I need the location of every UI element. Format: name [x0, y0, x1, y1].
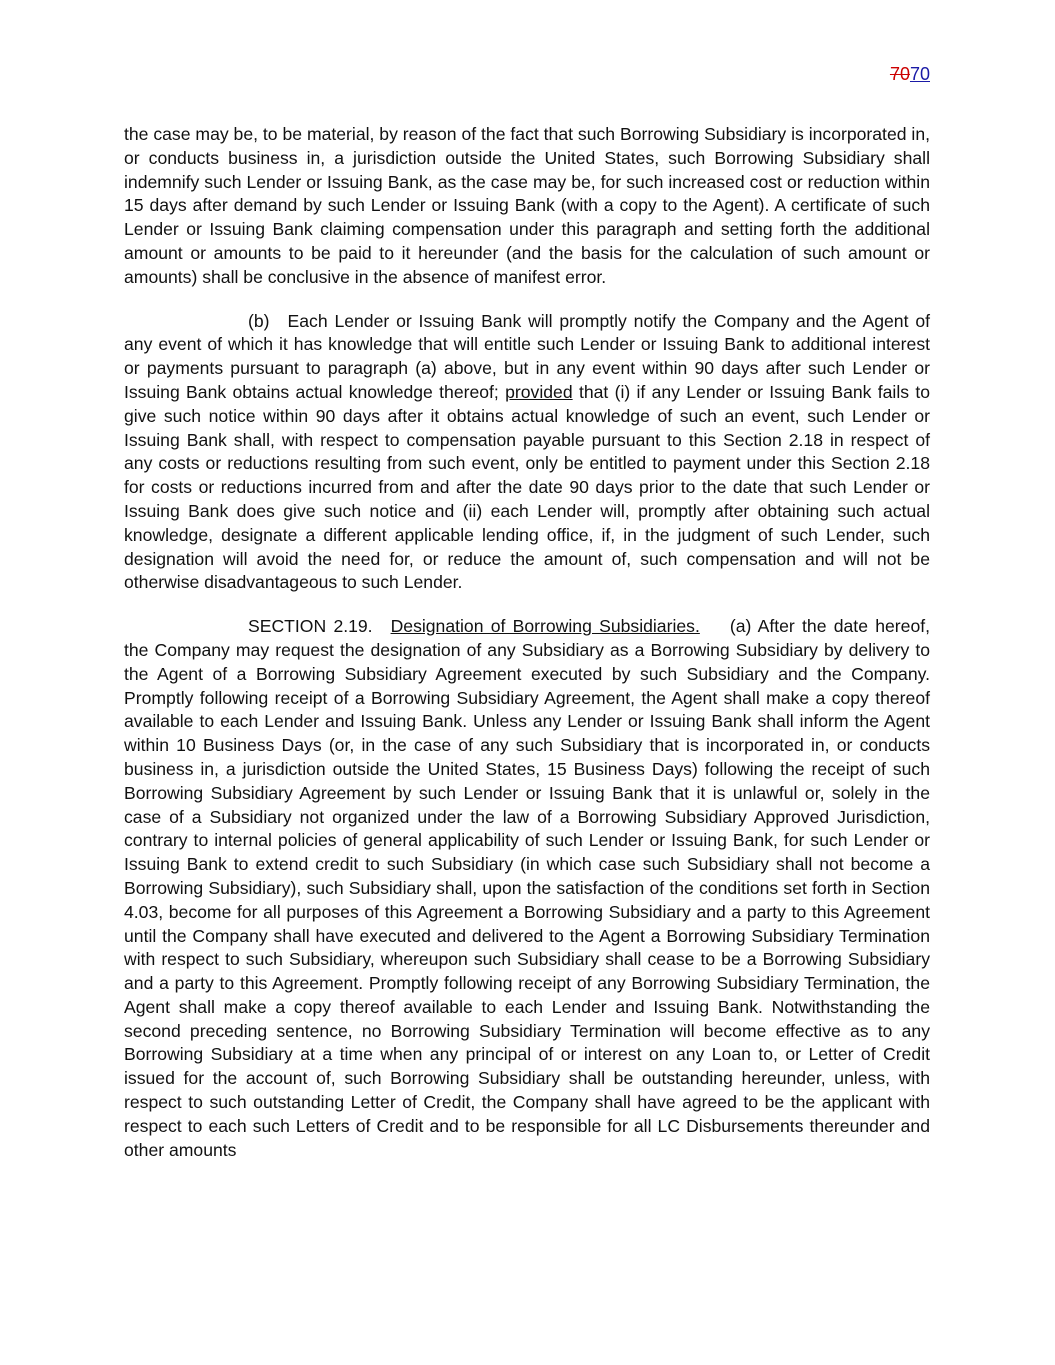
paragraph-continuation	[124, 123, 930, 290]
page-number	[890, 63, 930, 85]
document-body	[124, 123, 930, 1162]
provided-term: provided	[505, 381, 573, 402]
section-text: After the date hereof, the Company may request the designation of any Subsidiary as a Borrowing Subsidiary by delivery to the Agent of a Borrowing Subsidiary Agreement executed by such Subsidiary and the Company. Promptly following receipt of a Borrowing Subsidiary Agreement, the Agent shall make a copy thereof available to each Lender and Issuing Bank. Unless any Lender or Issuing Bank shall inform the Agent within 10 Business Days (or, in the case of any such Subsidiary that is incorporated in, or conducts business in, a jurisdiction outside the United States, 15 Business Days) following the receipt of such Borrowing Subsidiary Agreement by such Lender or Issuing Bank that it is unlawful or, solely in the case of a Subsidiary not organized under the law of a Borrowing Subsidiary Approved Jurisdiction, contrary to internal policies of general applicability of such Lender or Issuing Bank, for such Lender or Issuing Bank to extend credit to such Subsidiary (in which case such Subsidiary shall not become a Borrowing Subsidiary), such Subsidiary shall, upon the satisfaction of the conditions set forth in Section 4.03, become for all purposes of this Agreement a Borrowing Subsidiary and a party to this Agreement until the Company shall have executed and delivered to the Agent a Borrowing Subsidiary Termination with respect to such Subsidiary, whereupon such Subsidiary shall cease to be a Borrowing Subsidiary and a party to this Agreement. Promptly following receipt of any Borrowing Subsidiary Termination, the Agent shall make a copy thereof available to each Lender and Issuing Bank. Notwithstanding the second preceding sentence, no Borrowing Subsidiary Termination will become effective as to any Borrowing Subsidiary at a time when any principal of or interest on any Loan to, or Letter of Credit issued for the account of, such Borrowing Subsidiary shall be outstanding hereunder, unless, with respect to such outstanding Letter of Credit, the Company shall have agreed to be the applicant with respect to each such Letters of Credit and to be responsible for all LC Disbursements thereunder and other amounts	[124, 616, 931, 1160]
section-2-19	[124, 615, 930, 1162]
paragraph-continuation-text: the case may be, to be material, by reason of the fact that such Borrowing Subsidiary is incorporated in, or conducts business in, a jurisdiction outside the United States, such Borrowing Subsidiary shall indemnify such Lender or Issuing Bank, as the case may be, for such increased cost or reduction within 15 days after demand by such Lender or Issuing Bank (with a copy to the Agent). A certificate of such Lender or Issuing Bank claiming compensation under this paragraph and setting forth the additional amount or amounts to be paid to it hereunder (and the basis for the calculation of such amount or amounts) shall be conclusive in the absence of manifest error.	[124, 124, 930, 287]
page-number-inserted: 70	[909, 64, 930, 84]
paragraph-b-label: (b)	[248, 310, 270, 331]
paragraph-b	[124, 310, 930, 596]
section-label: (a)	[729, 616, 752, 637]
paragraph-b-text-2: that (i) if any Lender or Issuing Bank fails to give such notice within 90 days after it obtains actual knowledge of such an event, such Lender or Issuing Bank shall, with respect to compensation payable pursuant to this Section 2.18 in respect of any costs or reductions resulting from such event, only be entitled to payment under this Section 2.18 for costs or reductions incurred from and after the date 90 days prior to the date that such Lender or Issuing Bank does give such notice and (ii) each Lender will, promptly after obtaining such actual knowledge, designate a different applicable lending office, if, in the judgment of such Lender, such designation will avoid the need for, or reduce the amount of, such compensation and will not be otherwise disadvantageous to such Lender.	[124, 381, 930, 593]
page-number-deleted: 70	[889, 64, 910, 84]
section-number: SECTION 2.19.	[248, 616, 373, 637]
section-title: Designation of Borrowing Subsidiaries.	[390, 616, 700, 637]
paragraph-b-text-1: Each Lender or Issuing Bank will promptly notify the Company and the Agent of any event of which it has knowledge that will entitle such Lender or Issuing Bank to additional interest or payments pursuant to paragraph (a) above, but in any event within 90 days after such Lender or Issuing Bank obtains actual knowledge thereof;	[124, 310, 930, 402]
